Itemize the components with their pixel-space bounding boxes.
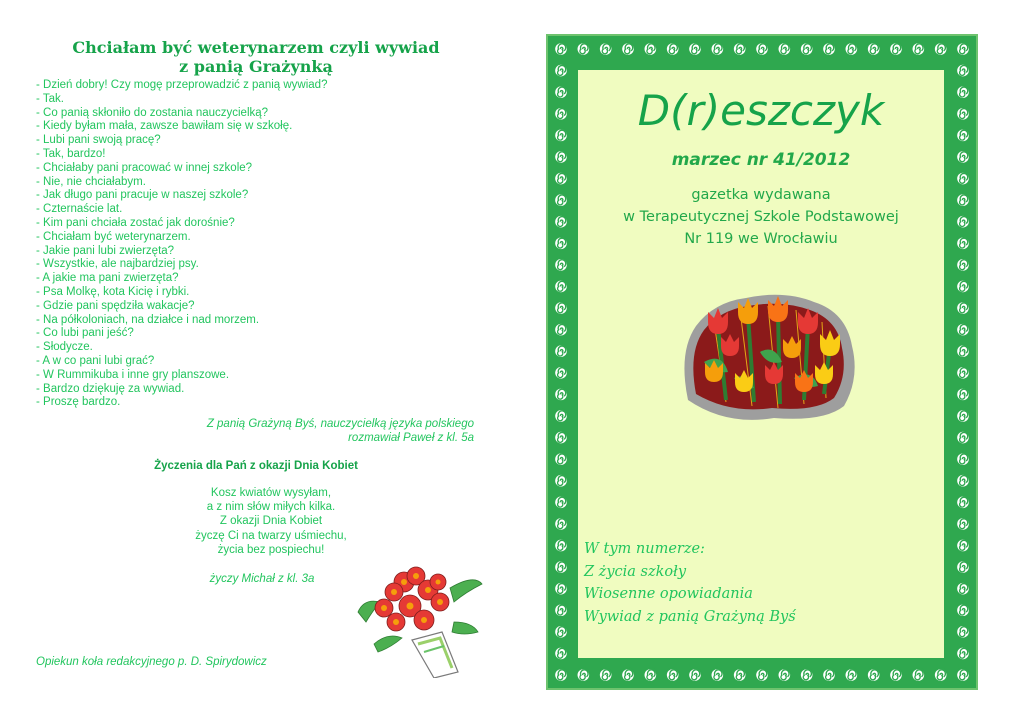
spiral-ornament bbox=[554, 106, 569, 121]
spiral-ornament bbox=[956, 301, 971, 316]
interview-line: - Proszę bardzo. bbox=[36, 396, 121, 409]
spiral-ornament bbox=[755, 668, 770, 683]
spiral-ornament bbox=[554, 668, 569, 683]
spiral-ornament bbox=[956, 538, 971, 553]
spiral-ornament bbox=[956, 516, 971, 531]
spiral-ornament bbox=[777, 42, 792, 57]
interview-line: - Co panią skłoniło do zostania nauczycielką? bbox=[36, 106, 269, 119]
spiral-ornament bbox=[956, 646, 971, 661]
interview-line: - Jakie pani lubi zwierzęta? bbox=[36, 244, 175, 257]
spiral-ornament bbox=[956, 322, 971, 337]
spiral-ornament bbox=[598, 42, 613, 57]
spiral-ornament bbox=[956, 106, 971, 121]
spiral-ornament bbox=[554, 538, 569, 553]
interview-line: - Chciałaby pani pracować w innej szkole? bbox=[36, 161, 253, 174]
spiral-ornament bbox=[933, 42, 948, 57]
toc-item: Z życia szkoły bbox=[584, 563, 687, 580]
wishes-poem bbox=[0, 486, 542, 557]
spiral-ornament bbox=[576, 668, 591, 683]
spiral-ornament bbox=[956, 214, 971, 229]
spiral-ornament bbox=[911, 42, 926, 57]
spiral-ornament bbox=[956, 257, 971, 272]
spiral-ornament bbox=[554, 473, 569, 488]
poem-line: Z okazji Dnia Kobiet bbox=[219, 515, 323, 528]
spiral-ornament bbox=[911, 668, 926, 683]
spiral-ornament bbox=[554, 646, 569, 661]
interview-line: - Gdzie pani spędziła wakacje? bbox=[36, 299, 195, 312]
interview-line: - A w co pani lubi grać? bbox=[36, 354, 155, 367]
spiral-ornament bbox=[643, 668, 658, 683]
interview-line: - Tak. bbox=[36, 92, 64, 105]
spiral-ornament bbox=[799, 42, 814, 57]
table-of-contents bbox=[584, 538, 796, 628]
spiral-ornament bbox=[688, 42, 703, 57]
spiral-ornament bbox=[554, 279, 569, 294]
interview-line: - Chciałam być weterynarzem. bbox=[36, 230, 191, 243]
subtitle-line: Nr 119 we Wrocławiu bbox=[684, 231, 838, 247]
spiral-ornament bbox=[956, 344, 971, 359]
spiral-ornament bbox=[554, 236, 569, 251]
interview-line: - Psa Molkę, kota Kicię i rybki. bbox=[36, 285, 190, 298]
spiral-ornament bbox=[732, 668, 747, 683]
spiral-ornament bbox=[554, 257, 569, 272]
spiral-ornament bbox=[956, 128, 971, 143]
spiral-ornament bbox=[956, 430, 971, 445]
spiral-ornament bbox=[956, 365, 971, 380]
spiral-ornament bbox=[933, 668, 948, 683]
interview-line: - Na półkoloniach, na działce i nad morzem. bbox=[36, 313, 260, 326]
spiral-ornament bbox=[554, 63, 569, 78]
spiral-ornament bbox=[866, 668, 881, 683]
spiral-ornament bbox=[554, 387, 569, 402]
poem-line: życzę Ci na twarzy uśmiechu, bbox=[195, 529, 347, 542]
poem-author: życzy Michał z kl. 3a bbox=[209, 573, 315, 585]
spiral-ornament bbox=[956, 149, 971, 164]
spiral-ornament bbox=[956, 408, 971, 423]
spiral-ornament bbox=[732, 42, 747, 57]
spiral-ornament bbox=[956, 42, 971, 57]
spiral-ornament bbox=[710, 42, 725, 57]
magazine-title: D(r)eszczyk bbox=[637, 86, 885, 135]
spiral-ornament bbox=[554, 581, 569, 596]
spiral-ornament bbox=[755, 42, 770, 57]
interview-line: - Lubi pani swoją pracę? bbox=[36, 134, 161, 147]
toc-heading: W tym numerze: bbox=[584, 541, 705, 557]
spiral-ornament bbox=[554, 560, 569, 575]
tulips-picture bbox=[674, 282, 862, 430]
spiral-ornament bbox=[956, 387, 971, 402]
bouquet-wrap bbox=[412, 632, 458, 678]
spiral-ornament bbox=[554, 85, 569, 100]
interview-line: - Dzień dobry! Czy mogę przeprowadzić z panią wywiad? bbox=[36, 79, 328, 91]
spiral-ornament bbox=[554, 495, 569, 510]
spiral-ornament bbox=[554, 214, 569, 229]
spiral-ornament bbox=[956, 624, 971, 639]
interview-line: - Jak długo pani pracuje w naszej szkole? bbox=[36, 189, 249, 202]
spiral-ornament bbox=[799, 668, 814, 683]
spiral-ornament bbox=[665, 668, 680, 683]
spiral-ornament bbox=[956, 668, 971, 683]
toc-item: Wiosenne opowiadania bbox=[584, 586, 753, 602]
spiral-ornament bbox=[554, 149, 569, 164]
spiral-ornament bbox=[576, 42, 591, 57]
spiral-ornament bbox=[889, 668, 904, 683]
spiral-ornament bbox=[554, 603, 569, 618]
credit-line1: Z panią Grażyną Byś, nauczycielką języka polskiego bbox=[206, 418, 474, 430]
interview-line: - Kiedy byłam mała, zawsze bawiłam się w szkołę. bbox=[36, 120, 293, 133]
spiral-ornament bbox=[554, 624, 569, 639]
spiral-ornament bbox=[643, 42, 658, 57]
subtitle-line: gazetka wydawana bbox=[691, 187, 831, 203]
interview-text bbox=[36, 79, 506, 410]
interview-title-line2: z panią Grażynką bbox=[179, 57, 333, 76]
spiral-ornament bbox=[956, 63, 971, 78]
spiral-ornament bbox=[598, 668, 613, 683]
spiral-ornament bbox=[956, 560, 971, 575]
wishes-title: Życzenia dla Pań z okazji Dnia Kobiet bbox=[154, 460, 358, 472]
toc-item: Wywiad z panią Grażyną Byś bbox=[584, 608, 796, 625]
spiral-ornament bbox=[956, 279, 971, 294]
interview-title-line1: Chciałam być weterynarzem czyli wywiad bbox=[72, 38, 440, 57]
spiral-ornament bbox=[956, 171, 971, 186]
spiral-ornament bbox=[621, 668, 636, 683]
spiral-ornament bbox=[554, 301, 569, 316]
spiral-ornament bbox=[665, 42, 680, 57]
interview-credit bbox=[36, 417, 474, 445]
spiral-ornament bbox=[956, 193, 971, 208]
cover-inner-panel bbox=[578, 70, 944, 658]
spiral-ornament bbox=[554, 42, 569, 57]
spiral-ornament bbox=[554, 452, 569, 467]
interview-line: - Kim pani chciała zostać jak dorośnie? bbox=[36, 216, 235, 229]
spiral-ornament bbox=[554, 128, 569, 143]
spiral-ornament bbox=[710, 668, 725, 683]
spiral-ornament bbox=[688, 668, 703, 683]
interview-line: - Co lubi pani jeść? bbox=[36, 327, 134, 340]
spiral-ornament bbox=[554, 365, 569, 380]
spiral-ornament bbox=[956, 473, 971, 488]
spiral-ornament bbox=[777, 668, 792, 683]
spiral-ornament bbox=[889, 42, 904, 57]
flower-bouquet-image bbox=[354, 562, 484, 678]
spiral-ornament bbox=[956, 236, 971, 251]
spiral-ornament bbox=[554, 430, 569, 445]
spiral-ornament bbox=[621, 42, 636, 57]
bouquet-flowers bbox=[375, 567, 449, 631]
spiral-ornament bbox=[554, 193, 569, 208]
spiral-ornament bbox=[844, 42, 859, 57]
interview-line: - W Rummikuba i inne gry planszowe. bbox=[36, 368, 230, 381]
interview-line: - A jakie ma pani zwierzęta? bbox=[36, 272, 179, 285]
poem-line: Kosz kwiatów wysyłam, bbox=[210, 487, 332, 499]
magazine-subtitle bbox=[578, 184, 944, 250]
interview-line: - Słodycze. bbox=[36, 341, 93, 354]
spiral-ornament bbox=[866, 42, 881, 57]
interview-title bbox=[0, 38, 512, 76]
editor-credit: Opiekun koła redakcyjnego p. D. Spirydowicz bbox=[36, 656, 267, 668]
issue-label: marzec nr 41/2012 bbox=[671, 150, 851, 170]
credit-line2: rozmawiał Paweł z kl. 5a bbox=[348, 432, 474, 444]
interview-line: - Wszystkie, ale najbardziej psy. bbox=[36, 258, 199, 271]
spiral-ornament bbox=[554, 408, 569, 423]
interview-line: - Czternaście lat. bbox=[36, 203, 123, 216]
spiral-ornament bbox=[956, 581, 971, 596]
interview-line: - Nie, nie chciałabym. bbox=[36, 175, 146, 188]
poem-line: życia bez pospiechu! bbox=[217, 543, 325, 556]
spiral-ornament bbox=[956, 452, 971, 467]
subtitle-line: w Terapeutycznej Szkole Podstawowej bbox=[623, 209, 899, 225]
spiral-ornament bbox=[956, 495, 971, 510]
spiral-ornament bbox=[822, 668, 837, 683]
spiral-ornament bbox=[554, 516, 569, 531]
spiral-ornament bbox=[554, 344, 569, 359]
interview-line: - Bardzo dziękuję za wywiad. bbox=[36, 382, 185, 395]
spiral-ornament bbox=[554, 171, 569, 186]
spiral-ornament bbox=[956, 603, 971, 618]
spiral-ornament bbox=[844, 668, 859, 683]
spiral-ornament bbox=[956, 85, 971, 100]
poem-line: a z nim słów miłych kilka. bbox=[206, 501, 336, 514]
interview-line: - Tak, bardzo! bbox=[36, 147, 106, 160]
spiral-ornament bbox=[554, 322, 569, 337]
spiral-ornament bbox=[822, 42, 837, 57]
